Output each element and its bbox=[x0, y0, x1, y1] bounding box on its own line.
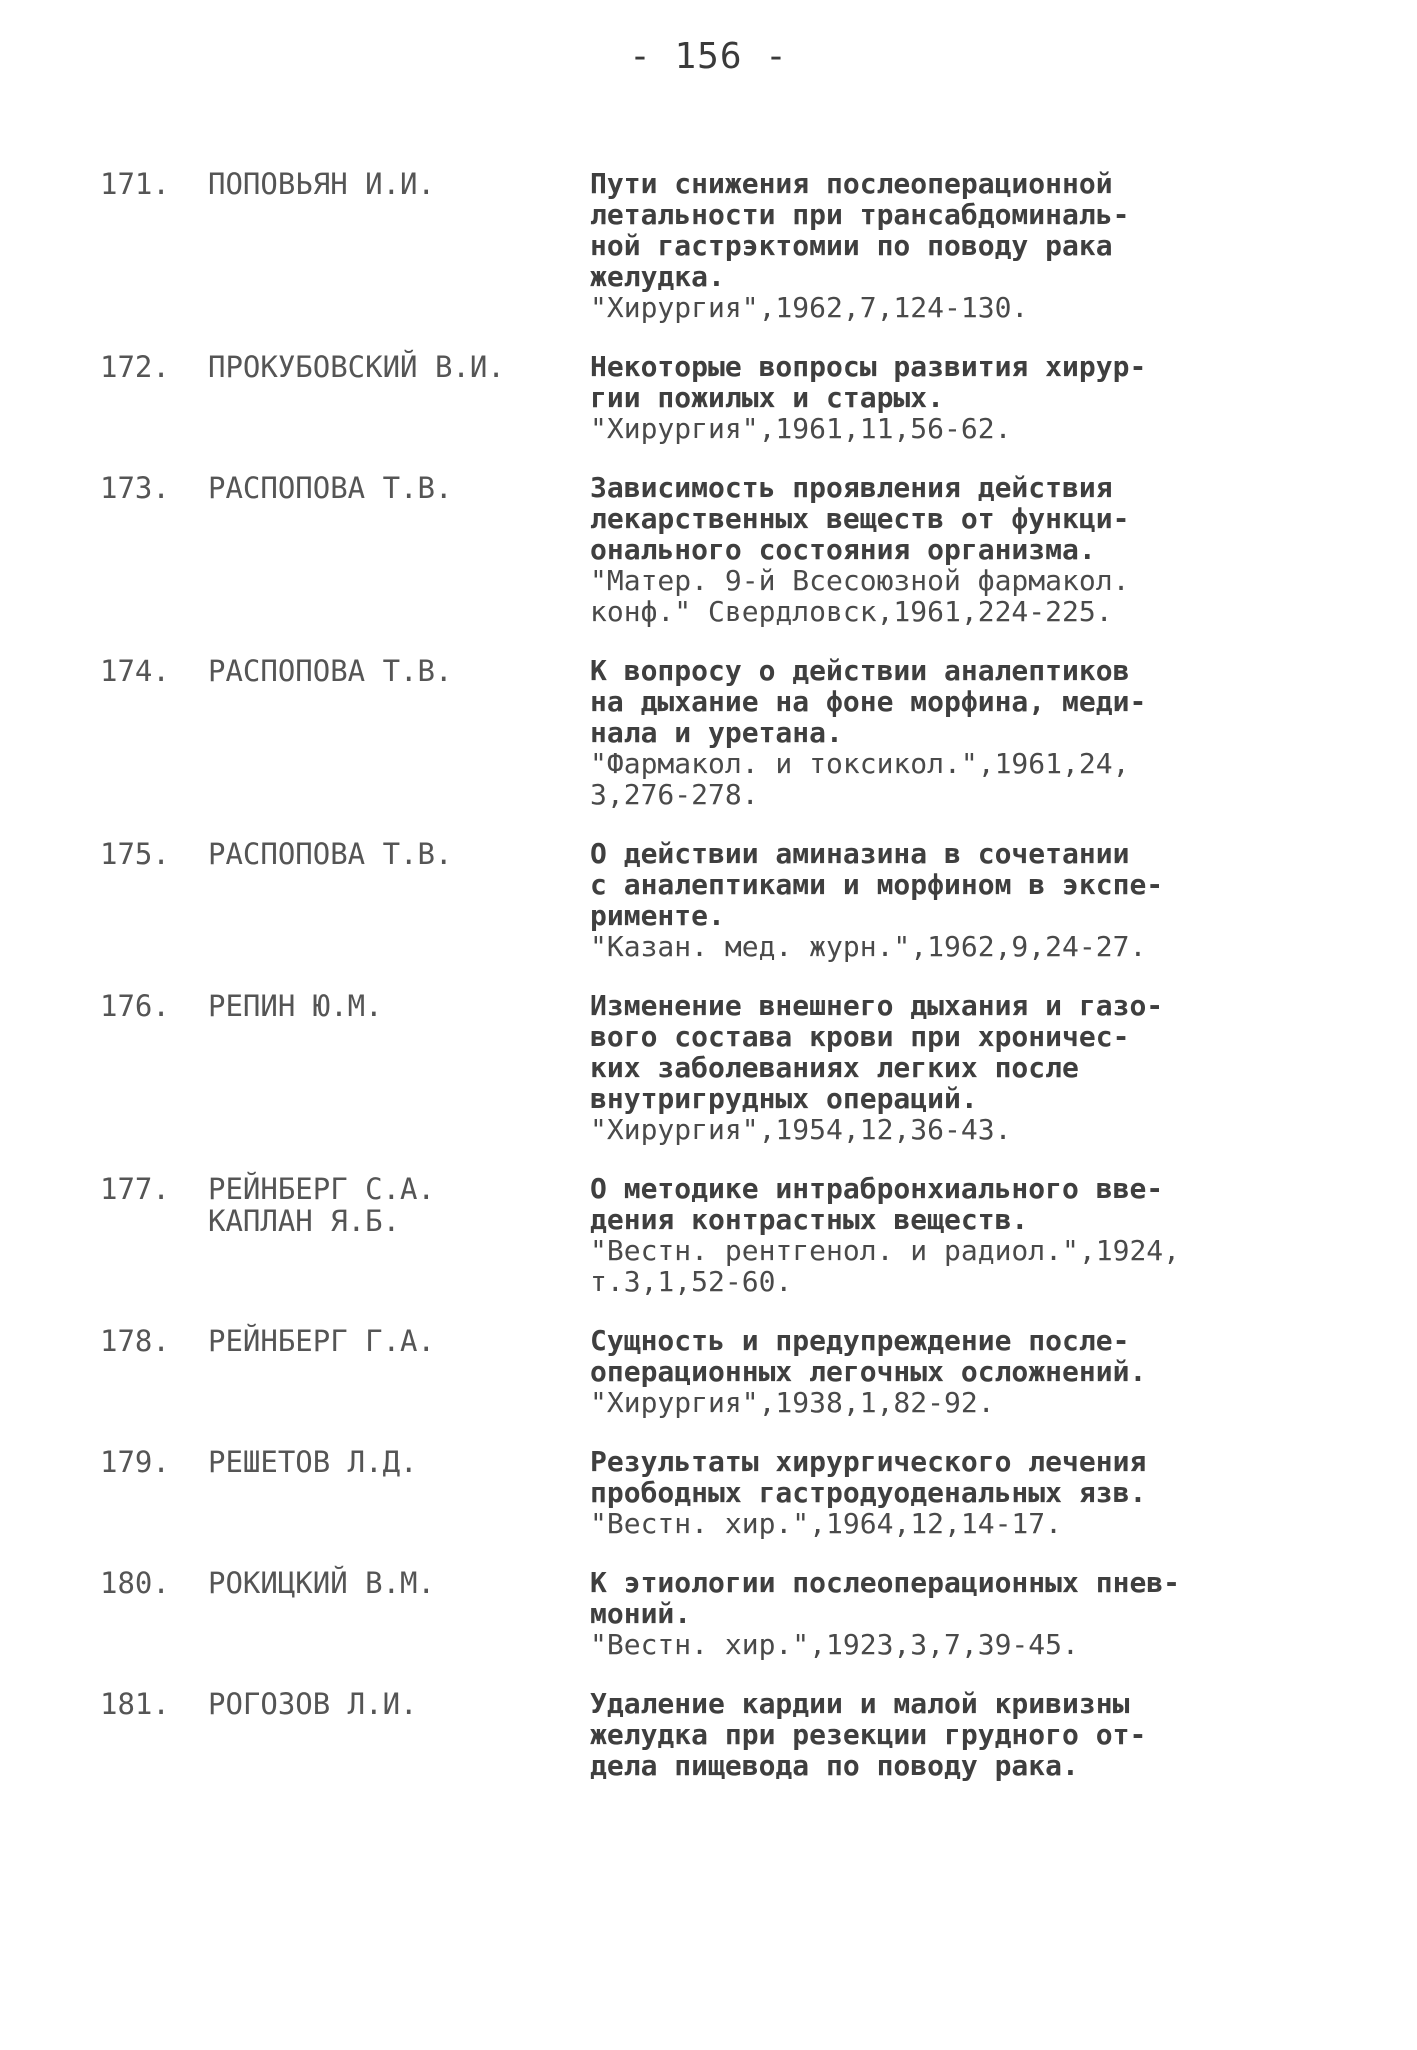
entry-author: РАСПОПОВА Т.В. bbox=[208, 471, 453, 505]
entry-number: 174. bbox=[100, 654, 170, 688]
entry-title-line: дела пищевода по поводу рака. bbox=[590, 1749, 1079, 1782]
entry-title-line: О действии аминазина в сочетании bbox=[590, 837, 1130, 870]
entry-author: РОКИЦКИЙ В.М. bbox=[208, 1566, 435, 1600]
entry-authors bbox=[208, 1567, 590, 1660]
entry-title-line: Изменение внешнего дыхания и газо- bbox=[590, 989, 1164, 1022]
entry-citation bbox=[590, 1325, 1320, 1418]
entry-number: 179. bbox=[100, 1445, 170, 1479]
entry-authors bbox=[208, 168, 590, 323]
entry-citation bbox=[590, 168, 1320, 323]
entry-number: 178. bbox=[100, 1324, 170, 1358]
entry-source-line: "Фармакол. и токсикол.",1961,24, bbox=[590, 747, 1130, 780]
entry-title-line: Результаты хирургического лечения bbox=[590, 1445, 1147, 1478]
entry-authors bbox=[208, 838, 590, 962]
bibliography-entry bbox=[100, 168, 1330, 323]
entry-title-line: желудка при резекции грудного от- bbox=[590, 1718, 1147, 1751]
entry-author: КАПЛАН Я.Б. bbox=[208, 1204, 401, 1238]
entry-title-line: Сущность и предупреждение после- bbox=[590, 1324, 1130, 1357]
entry-title-line: Зависимость проявления действия bbox=[590, 471, 1113, 504]
entry-number: 173. bbox=[100, 471, 170, 505]
entry-citation bbox=[590, 990, 1320, 1145]
entry-title-line: операционных легочных осложнений. bbox=[590, 1355, 1147, 1388]
entry-source-line: "Хирургия",1938,1,82-92. bbox=[590, 1386, 995, 1419]
entry-source-line: т.3,1,52-60. bbox=[590, 1265, 793, 1298]
entry-source-line: "Хирургия",1961,11,56-62. bbox=[590, 412, 1012, 445]
entry-citation bbox=[590, 838, 1320, 962]
entry-citation bbox=[590, 1567, 1320, 1660]
entry-title-line: нала и уретана. bbox=[590, 716, 843, 749]
entry-author: РАСПОПОВА Т.В. bbox=[208, 837, 453, 871]
entry-source-line: "Вестн. хир.",1964,12,14-17. bbox=[590, 1507, 1063, 1540]
entry-title-line: К вопросу о действии аналептиков bbox=[590, 654, 1130, 687]
entry-title-line: ной гастрэктомии по поводу рака bbox=[590, 229, 1113, 262]
entry-title-line: на дыхание на фоне морфина, меди- bbox=[590, 685, 1147, 718]
entry-source-line: "Хирургия",1962,7,124-130. bbox=[590, 291, 1029, 324]
entry-author: ПОПОВЬЯН И.И. bbox=[208, 167, 435, 201]
entry-author: РЕЙНБЕРГ С.А. bbox=[208, 1172, 435, 1206]
entry-title-line: внутригрудных операций. bbox=[590, 1082, 978, 1115]
entry-authors bbox=[208, 1325, 590, 1418]
bibliography-entry bbox=[100, 1567, 1330, 1660]
entry-title-line: рименте. bbox=[590, 899, 725, 932]
entry-title-line: моний. bbox=[590, 1597, 692, 1630]
entry-title-line: желудка. bbox=[590, 260, 725, 293]
bibliography-entry bbox=[100, 351, 1330, 444]
entry-source-line: "Казан. мед. журн.",1962,9,24-27. bbox=[590, 930, 1147, 963]
entry-title-line: прободных гастродуоденальных язв. bbox=[590, 1476, 1147, 1509]
entry-source-line: 3,276-278. bbox=[590, 778, 759, 811]
entry-number: 175. bbox=[100, 837, 170, 871]
entry-author: РОГОЗОВ Л.И. bbox=[208, 1687, 418, 1721]
entry-citation bbox=[590, 655, 1320, 810]
entry-title-line: онального состояния организма. bbox=[590, 533, 1096, 566]
bibliography-entry bbox=[100, 655, 1330, 810]
entry-authors bbox=[208, 990, 590, 1145]
entry-authors bbox=[208, 1688, 590, 1781]
entry-citation bbox=[590, 1688, 1320, 1781]
bibliography-entry bbox=[100, 1446, 1330, 1539]
bibliography-entry bbox=[100, 1173, 1330, 1297]
entry-number: 176. bbox=[100, 989, 170, 1023]
entry-title-line: вого состава крови при хроничес- bbox=[590, 1020, 1130, 1053]
bibliography-entry bbox=[100, 990, 1330, 1145]
entry-citation bbox=[590, 351, 1320, 444]
entry-title-line: ких заболеваниях легких после bbox=[590, 1051, 1079, 1084]
entry-author: РЕШЕТОВ Л.Д. bbox=[208, 1445, 418, 1479]
page-number: - 156 - bbox=[629, 36, 788, 77]
entry-title-line: с аналептиками и морфином в экспе- bbox=[590, 868, 1164, 901]
entry-citation bbox=[590, 1173, 1320, 1297]
entry-title-line: Пути снижения послеоперационной bbox=[590, 167, 1113, 200]
entry-source-line: "Хирургия",1954,12,36-43. bbox=[590, 1113, 1012, 1146]
entry-citation bbox=[590, 1446, 1320, 1539]
entry-number: 177. bbox=[100, 1172, 170, 1206]
entry-title-line: дения контрастных веществ. bbox=[590, 1203, 1029, 1236]
entry-source-line: конф." Свердловск,1961,224-225. bbox=[590, 595, 1113, 628]
entry-title-line: К этиологии послеоперационных пнев- bbox=[590, 1566, 1181, 1599]
entry-authors bbox=[208, 1173, 590, 1297]
entry-source-line: "Матер. 9-й Всесоюзной фармакол. bbox=[590, 564, 1130, 597]
entry-authors bbox=[208, 351, 590, 444]
bibliography-entry bbox=[100, 1325, 1330, 1418]
entry-number: 171. bbox=[100, 167, 170, 201]
entry-authors bbox=[208, 1446, 590, 1539]
entry-title-line: летальности при трансабдоминаль- bbox=[590, 198, 1130, 231]
entry-author: РАСПОПОВА Т.В. bbox=[208, 654, 453, 688]
entry-source-line: "Вестн. рентгенол. и радиол.",1924, bbox=[590, 1234, 1181, 1267]
entry-author: РЕПИН Ю.М. bbox=[208, 989, 383, 1023]
bibliography-entry bbox=[100, 472, 1330, 627]
entry-number: 181. bbox=[100, 1687, 170, 1721]
entry-title-line: лекарственных веществ от функци- bbox=[590, 502, 1130, 535]
entry-authors bbox=[208, 472, 590, 627]
entry-source-line: "Вестн. хир.",1923,3,7,39-45. bbox=[590, 1628, 1079, 1661]
entry-number: 172. bbox=[100, 350, 170, 384]
bibliography-entry bbox=[100, 838, 1330, 962]
entry-number: 180. bbox=[100, 1566, 170, 1600]
entry-title-line: гии пожилых и старых. bbox=[590, 381, 945, 414]
entry-title-line: О методике интрабронхиального вве- bbox=[590, 1172, 1164, 1205]
entry-title-line: Удаление кардии и малой кривизны bbox=[590, 1687, 1130, 1720]
entry-citation bbox=[590, 472, 1320, 627]
bibliography-entry bbox=[100, 1688, 1330, 1781]
entry-authors bbox=[208, 655, 590, 810]
entry-author: ПРОКУБОВСКИЙ В.И. bbox=[208, 350, 505, 384]
bibliography-list bbox=[100, 168, 1330, 1809]
entry-author: РЕЙНБЕРГ Г.А. bbox=[208, 1324, 435, 1358]
entry-title-line: Некоторые вопросы развития хирур- bbox=[590, 350, 1147, 383]
